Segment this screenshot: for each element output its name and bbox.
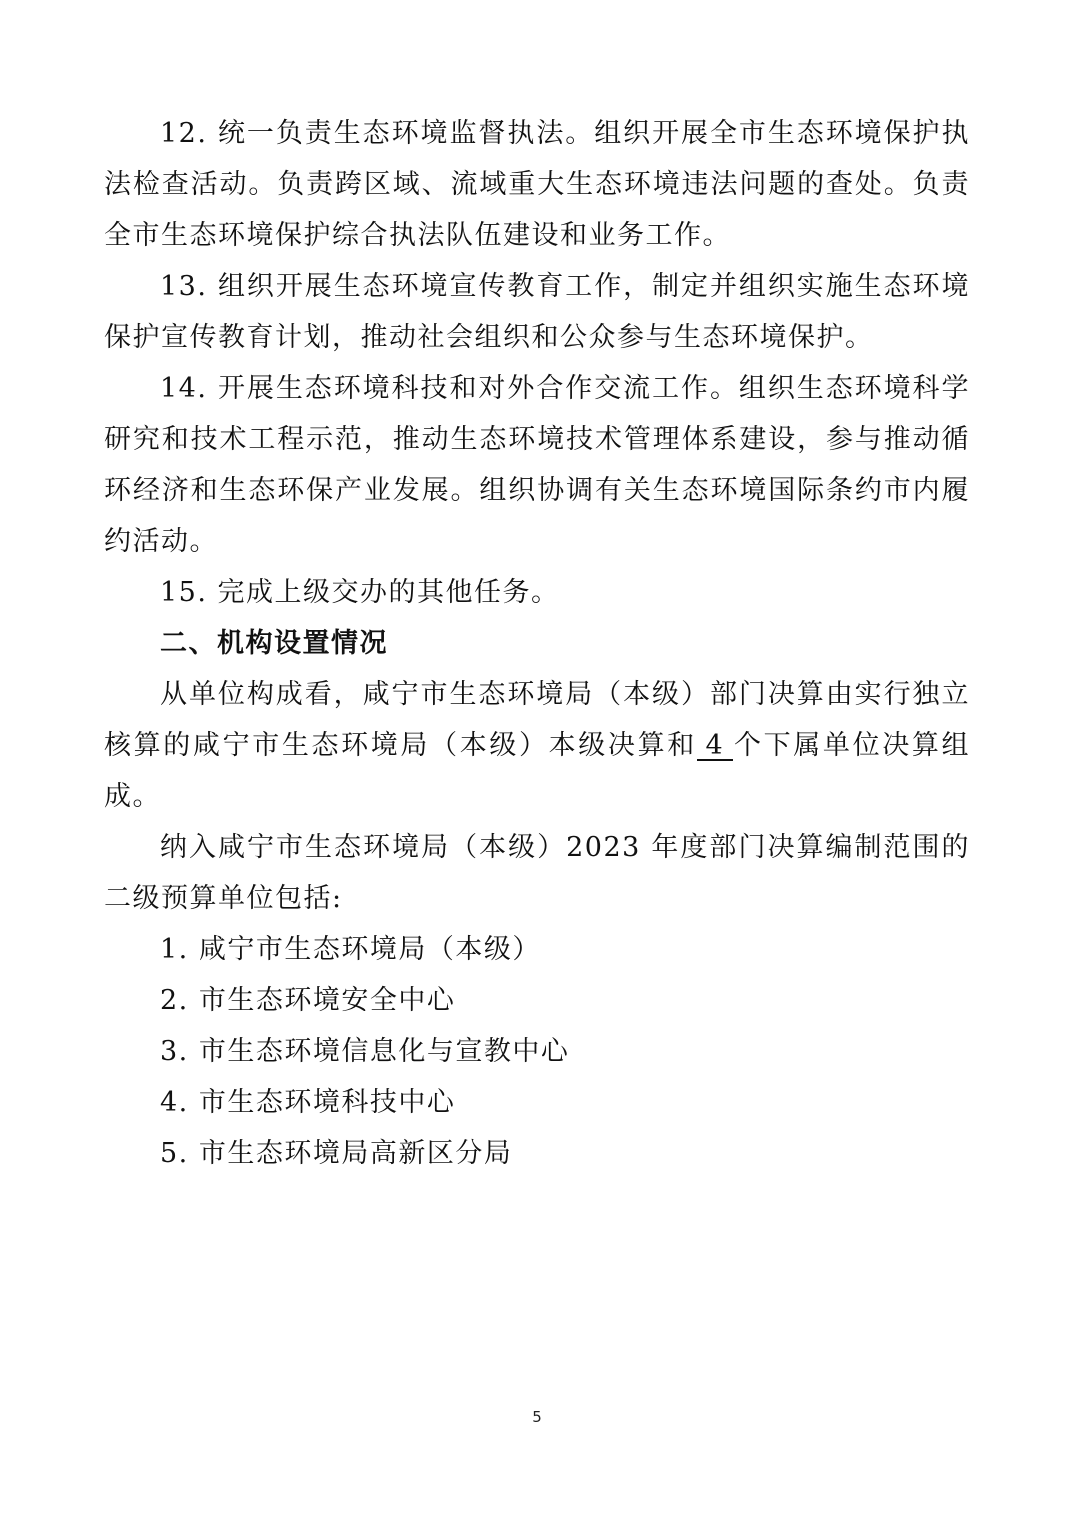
page-body: [104, 108, 970, 1179]
unit-list-item: 3. 市生态环境信息化与宣教中心: [160, 1036, 570, 1067]
composition-paragraph: [104, 669, 970, 822]
unit-list-item: 2. 市生态环境安全中心: [160, 985, 456, 1016]
composition-text-before: 从单位构成看，咸宁市生态环境局（本级）部门决算由实行独立核算的咸宁市生态环境局（本级）本级决算和: [104, 679, 970, 761]
unit-list-item: 5. 市生态环境局高新区分局: [160, 1138, 513, 1169]
paragraph-item-15: 15. 完成上级交办的其他任务。: [160, 577, 560, 608]
paragraph-item-14: 14. 开展生态环境科技和对外合作交流工作。组织生态环境科学研究和技术工程示范，推动生态环境技术管理体系建设，参与推动循环经济和生态环保产业发展。组织协调有关生态环境国际条约市内履约活动。: [104, 373, 970, 557]
page-number: 5: [532, 1408, 542, 1426]
paragraph-item-12: 12. 统一负责生态环境监督执法。组织开展全市生态环境保护执法检查活动。负责跨区域、流域重大生态环境违法问题的查处。负责全市生态环境保护综合执法队伍建设和业务工作。: [104, 118, 970, 251]
unit-list-item: 4. 市生态环境科技中心: [160, 1087, 456, 1118]
paragraph-item-13: 13. 组织开展生态环境宣传教育工作，制定并组织实施生态环境保护宣传教育计划，推动社会组织和公众参与生态环境保护。: [104, 271, 970, 353]
scope-intro-paragraph: 纳入咸宁市生态环境局（本级）2023 年度部门决算编制范围的二级预算单位包括:: [104, 832, 970, 914]
subordinate-unit-count: 4: [697, 733, 733, 761]
composition-text-after: 个下属单位决算组成。: [104, 730, 971, 812]
unit-list-item: 1. 咸宁市生态环境局（本级）: [160, 934, 541, 965]
section-heading: 二、机构设置情况: [160, 628, 388, 659]
